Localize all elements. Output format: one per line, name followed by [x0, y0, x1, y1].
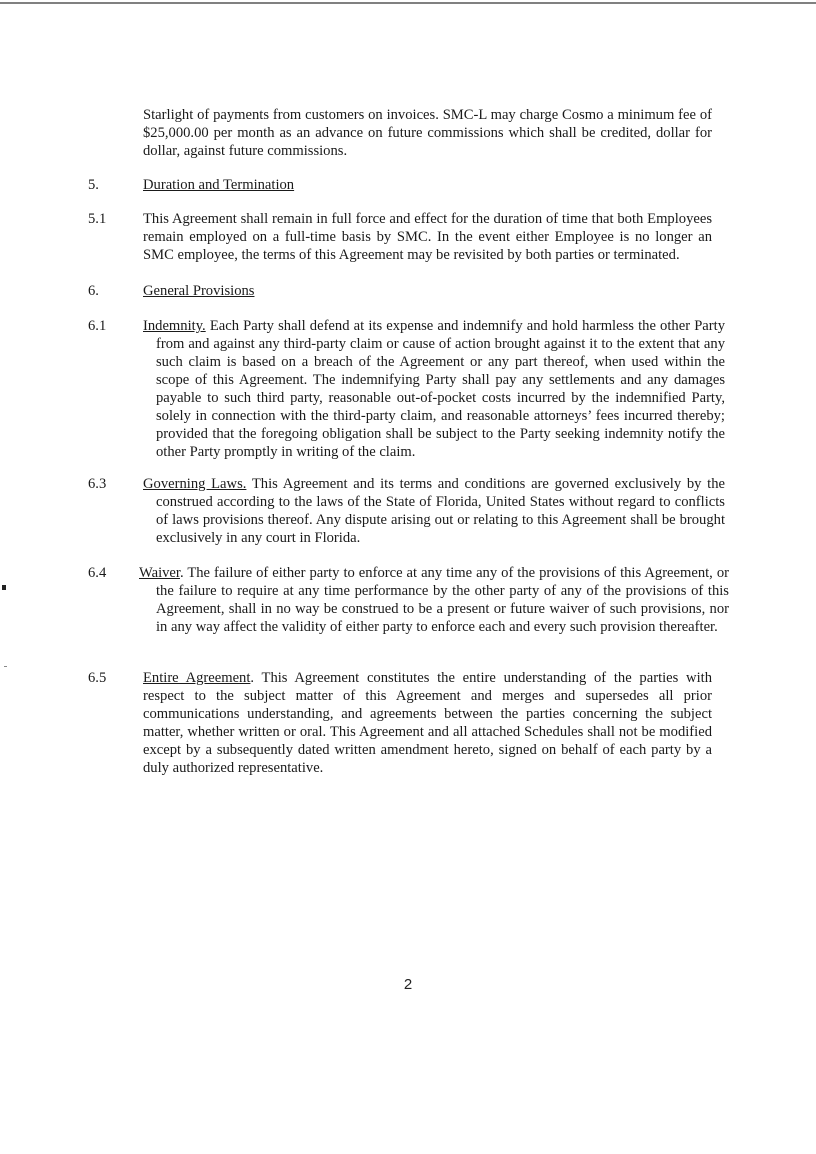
section-6-4-text: [139, 564, 729, 636]
section-5-number: 5.: [88, 177, 99, 193]
section-6-1-number: 6.1: [88, 318, 107, 334]
section-6-3-text: [143, 475, 725, 547]
scan-top-line: [0, 2, 816, 4]
section-5-heading: Duration and Termination: [143, 177, 295, 193]
section-5-1-number: 5.1: [88, 211, 107, 227]
section-6-1-title: Indemnity.: [143, 318, 206, 334]
section-5-1-text: This Agreement shall remain in full force and effect for the duration of time that both Employees remain employed on a full-time basis by SMC. In the event either Employee is no longer an SMC employee, the terms of this Agreement may be revisited by both parties or terminated.: [143, 211, 712, 263]
section-6-1-body: Each Party shall defend at its expense and indemnify and hold harmless the other Party from and against any third-party claim or cause of action brought against it to the extent that any such claim is based on a breach of the Agreement or any part thereof, when used within the scope of this Agreement. The indemnifying Party shall pay any settlements and any damages payable to such third party, reasonable out-of-pocket costs incurred by the indemnified Party, solely in connection with the third-party claim, and reasonable attorneys’ fees incurred thereby; provided that the foregoing obligation shall be subject to the Party seeking indemnity notify the other Party promptly in writing of the claim.: [156, 318, 725, 460]
scan-mark: [2, 585, 6, 590]
section-6-heading: General Provisions: [143, 283, 255, 299]
section-6-3-title: Governing Laws.: [143, 476, 247, 492]
section-6-5-text: [143, 669, 712, 777]
section-6-1-text: [143, 317, 725, 461]
section-6-5-body: . This Agreement constitutes the entire understanding of the parties with respect to the subject matter of this Agreement and merges and supersedes all prior communications understanding, and agreements between the parties concerning the subject matter, whether written or oral. This Agreement and all attached Schedules shall not be modified except by a subsequently dated written amendment hereto, signed on behalf of each party by a duly authorized representative.: [143, 670, 712, 776]
page-number: 2: [403, 976, 413, 993]
paragraph-continuation: Starlight of payments from customers on invoices. SMC-L may charge Cosmo a minimum fee of $25,000.00 per month as an advance on future commissions which shall be credited, dollar for dollar, against future commissions.: [143, 107, 712, 159]
section-6-3-body: This Agreement and its terms and conditions are governed exclusively by the construed according to the laws of the State of Florida, United States without regard to conflicts of laws provisions thereof. Any dispute arising out or relating to this Agreement shall be brought exclusively in any court in Florida.: [156, 476, 725, 546]
scan-mark: [4, 666, 7, 667]
section-6-5-title: Entire Agreement: [143, 670, 251, 686]
section-6-4-title: Waiver: [139, 565, 180, 581]
section-6-4-number: 6.4: [88, 565, 107, 581]
section-6-4-body: . The failure of either party to enforce at any time any of the provisions of this Agreement, or the failure to require at any time performance by the other party of any of the provisions of this Agreement, shall in no way be construed to be a present or future waiver of such provisions, nor in any way affect the validity of either party to enforce each and every such provision thereafter.: [156, 565, 729, 635]
section-6-number: 6.: [88, 283, 99, 299]
section-6-3-number: 6.3: [88, 476, 107, 492]
section-6-5-number: 6.5: [88, 670, 107, 686]
